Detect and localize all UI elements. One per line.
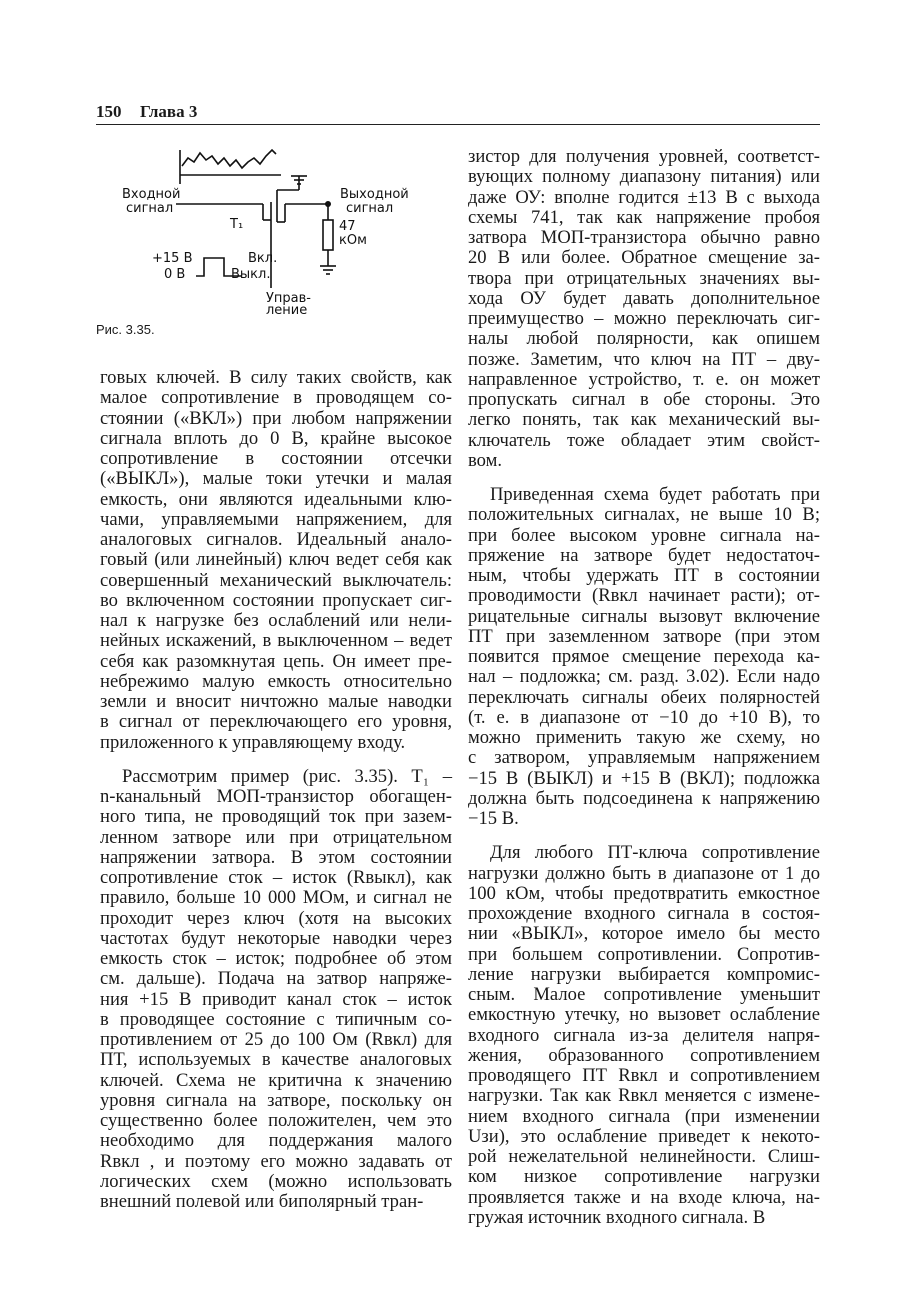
text-line: говый (или линейный) ключ ведет себя как — [100, 549, 452, 571]
text-line: рицательные сигналы вызовут включение — [468, 605, 820, 627]
page-header — [96, 100, 820, 124]
text-line: схемы 741, так как напряжение пробоя — [468, 206, 820, 228]
text-line: −15 В. — [468, 808, 519, 829]
text-line: Приведенная схема будет работать при — [490, 484, 820, 505]
text-line: во включенном состоянии пропускает сиг- — [100, 589, 452, 611]
text-line: противлением от 25 до 100 Ом (Rвкл) для — [100, 1029, 452, 1050]
text-line: ного типа, не проводящий ток при зазем- — [100, 806, 452, 828]
resistor — [323, 220, 333, 250]
text-line: внешний полевой или биполярный тран- — [100, 1191, 424, 1212]
text-line: сопротивление в состоянии отсечки — [100, 448, 452, 469]
text-line: приложенного к управляющему входу. — [100, 731, 406, 753]
text-line: чами, управляемыми напряжением, для — [100, 508, 452, 530]
page-number: 150 — [96, 102, 122, 121]
text-line: существенно более положителен, чем это — [100, 1110, 452, 1131]
text-line: уровня сигнала на затворе, поскольку он — [100, 1089, 452, 1111]
text-line: Rвкл , и поэтому его можно задавать от — [100, 1150, 452, 1172]
input-waveform — [182, 150, 276, 168]
output-node — [325, 201, 331, 207]
text-line: себя как разомкнутая цепь. Он имеет пре- — [100, 650, 452, 672]
label-on: Вкл. — [248, 251, 278, 266]
text-line: частотах будут некоторые наводки через — [100, 927, 452, 949]
label-plus15: +15 В — [152, 251, 193, 266]
text-line: правило, больше 10 000 МОм, и сигнал не — [100, 887, 452, 909]
text-line: положительных сигналах, не выше 10 В; — [468, 504, 820, 526]
text-line: можно применить такую же схему, но — [468, 727, 820, 748]
text-line: пряжение на затворе будет недостаточ- — [468, 544, 820, 566]
text-line: в проводящее состояние с типичным со- — [100, 1008, 452, 1030]
figure-caption: Рис. 3.35. — [96, 322, 155, 337]
text-line: проводимости (Rвкл начинает расти); от- — [468, 585, 820, 607]
circuit-diagram — [96, 138, 456, 328]
left-column — [100, 368, 452, 1212]
text-line: зистор для получения уровней, соответст- — [468, 146, 820, 167]
label-input-2: сигнал — [126, 201, 174, 216]
label-output-1: Выходной — [340, 187, 409, 202]
text-line: необходимо для поддержания малого — [100, 1130, 452, 1152]
text-line: преимущество – можно переключать сиг- — [468, 308, 820, 329]
text-line: нии «ВЫКЛ», которое имело бы место — [468, 923, 820, 945]
text-line: нием входного сигнала (при изменении — [468, 1105, 820, 1127]
text-line: стоянии («ВКЛ») при любом напряжении — [100, 407, 452, 429]
label-input-1: Входной — [122, 187, 181, 202]
text-line: («ВЫКЛ»), малые токи утечки и малая — [100, 468, 452, 490]
text-line: ПТ, используемых в качестве аналоговых — [100, 1049, 452, 1071]
text-line: затвора МОП-транзистора обычно равно — [468, 227, 820, 248]
text-line: проявляется также и на входе ключа, на- — [468, 1186, 820, 1208]
text-line: говых ключей. В силу таких свойств, как — [100, 367, 452, 388]
text-line: емкость сток – исток; подробнее об этом — [100, 948, 452, 969]
text-line: ным, чтобы удержать ПТ в состоянии — [468, 565, 820, 586]
label-off: Выкл. — [231, 267, 271, 282]
text-line: сопротивление сток – исток (Rвыкл), как — [100, 867, 452, 888]
text-line: ленном затворе или при отрицательном — [100, 826, 452, 848]
text-line: пропускать сигнал в обе стороны. Это — [468, 389, 820, 410]
text-line: ния +15 В приводит канал сток – исток — [100, 988, 452, 1010]
paragraph — [100, 767, 452, 1213]
text-line: проходит через ключ (хотя на высоких — [100, 907, 452, 929]
text-line: ключей. Схема не критична к значению — [100, 1069, 452, 1091]
circuit-figure — [96, 138, 456, 348]
text-line: гружая источник входного сигнала. В — [468, 1206, 766, 1228]
text-line: вом. — [468, 449, 503, 471]
label-control-2: ление — [266, 303, 308, 318]
label-output-2: сигнал — [346, 201, 394, 216]
text-line: легко понять, так как механический вы- — [468, 409, 820, 431]
text-line: (т. е. в диапазоне от −10 до +10 В), то — [468, 706, 820, 728]
paragraph — [468, 147, 820, 471]
text-line: в сигнал от переключающего его уровня, — [100, 711, 452, 733]
text-line: нагрузки. Так как Rвкл меняется с измене- — [468, 1085, 820, 1107]
label-zero: 0 В — [164, 267, 186, 282]
text-line: прохождение входного сигнала в состоя- — [468, 903, 820, 924]
text-line: жения, образованного сопротивлением — [468, 1044, 820, 1066]
text-line: Для любого ПТ-ключа сопротивление — [490, 842, 820, 864]
text-line: при большем сопротивлении. Сопротив- — [468, 943, 820, 965]
paragraph — [468, 843, 820, 1228]
text-line: ПТ при заземленном затворе (при этом — [468, 625, 820, 647]
text-line: нал – подложка; см. разд. 3.02). Если надо — [468, 666, 820, 688]
text-line: нал к нагрузке без ослаблений или нели- — [100, 610, 452, 631]
text-line: нагрузки должно быть в диапазоне от 1 до — [468, 862, 820, 884]
label-resistor-unit: кОм — [339, 233, 367, 248]
text-line: входного сигнала из-за делителя напря- — [468, 1024, 820, 1046]
chapter-title: Глава 3 — [140, 102, 198, 121]
text-line: направленное устройство, т. е. он может — [468, 368, 820, 390]
text-line: сным. Малое сопротивление уменьшит — [468, 984, 820, 1005]
text-line: земли и вносит ничтожно малые наводки — [100, 691, 452, 712]
right-column — [468, 147, 820, 1228]
text-line: появится прямое смещение перехода ка- — [468, 646, 820, 667]
text-line: вующих полному диапазону питания) или — [468, 166, 820, 188]
text-line: емкость, они являются идеальными клю- — [100, 488, 452, 510]
header-rule — [96, 124, 820, 125]
text-line: при более высоком уровне сигнала на- — [468, 524, 820, 546]
text-line: напряжении затвора. В этом состоянии — [100, 846, 452, 868]
text-line: с затвором, управляемым напряжением — [468, 747, 820, 769]
text-line: Uзи), это ослабление приведет к некото- — [468, 1125, 820, 1147]
text-line: емкостную утечку, но вызовет ослабление — [468, 1004, 820, 1026]
text-line: −15 В (ВЫКЛ) и +15 В (ВКЛ); подложка — [468, 767, 820, 789]
text-line: твора при отрицательных значениях вы- — [468, 267, 820, 289]
label-resistor-value: 47 — [339, 219, 356, 234]
text-line: совершенный механический выключатель: — [100, 569, 452, 591]
text-line: малое сопротивление в проводящем со- — [100, 387, 452, 409]
text-line: ление нагрузки выбирается компромис- — [468, 963, 820, 985]
text-line: см. дальше). Подача на затвор напряже- — [100, 968, 452, 990]
text-line: 20 В или более. Обратное смещение за- — [468, 247, 820, 269]
paragraph — [468, 485, 820, 829]
text-line: позже. Заметим, что ключ на ПТ – дву- — [468, 348, 820, 370]
text-line: сигнала вплоть до 0 В, крайне высокое — [100, 427, 452, 449]
label-control-1: Управ- — [266, 291, 311, 306]
text-line: должна быть подсоединена к напряжению — [468, 787, 820, 809]
text-line: проводящего ПТ Rвкл и сопротивлением — [468, 1065, 820, 1086]
text-line: небрежимо малую емкость относительно — [100, 670, 452, 692]
text-line: n-канальный МОП-транзистор обогащен- — [100, 786, 452, 807]
text-line: нейных искажений, в выключенном – ведет — [100, 630, 452, 652]
text-line: 100 кОм, чтобы предотвратить емкостное — [468, 882, 820, 904]
text-line: ком низкое сопротивление нагрузки — [468, 1166, 820, 1188]
paragraph — [100, 368, 452, 753]
text-line: ключатель тоже обладает этим свойст- — [468, 429, 820, 451]
label-transistor: T₁ — [230, 217, 244, 232]
text-line: рой нежелательной нелинейности. Слиш- — [468, 1146, 820, 1167]
text-line: логических схем (можно использовать — [100, 1170, 452, 1192]
text-line: налы любой полярности, как опишем — [468, 328, 820, 350]
text-line: аналоговых сигналов. Идеальный анало- — [100, 529, 452, 550]
text-line: хода ОУ будет давать дополнительное — [468, 287, 820, 309]
text-line: даже ОУ: вполне годится ±13 В с выхода — [468, 186, 820, 208]
text-line: Рассмотрим пример (рис. 3.35). T₁ – — [122, 765, 452, 787]
text-line: переключать сигналы обеих полярностей — [468, 686, 820, 708]
